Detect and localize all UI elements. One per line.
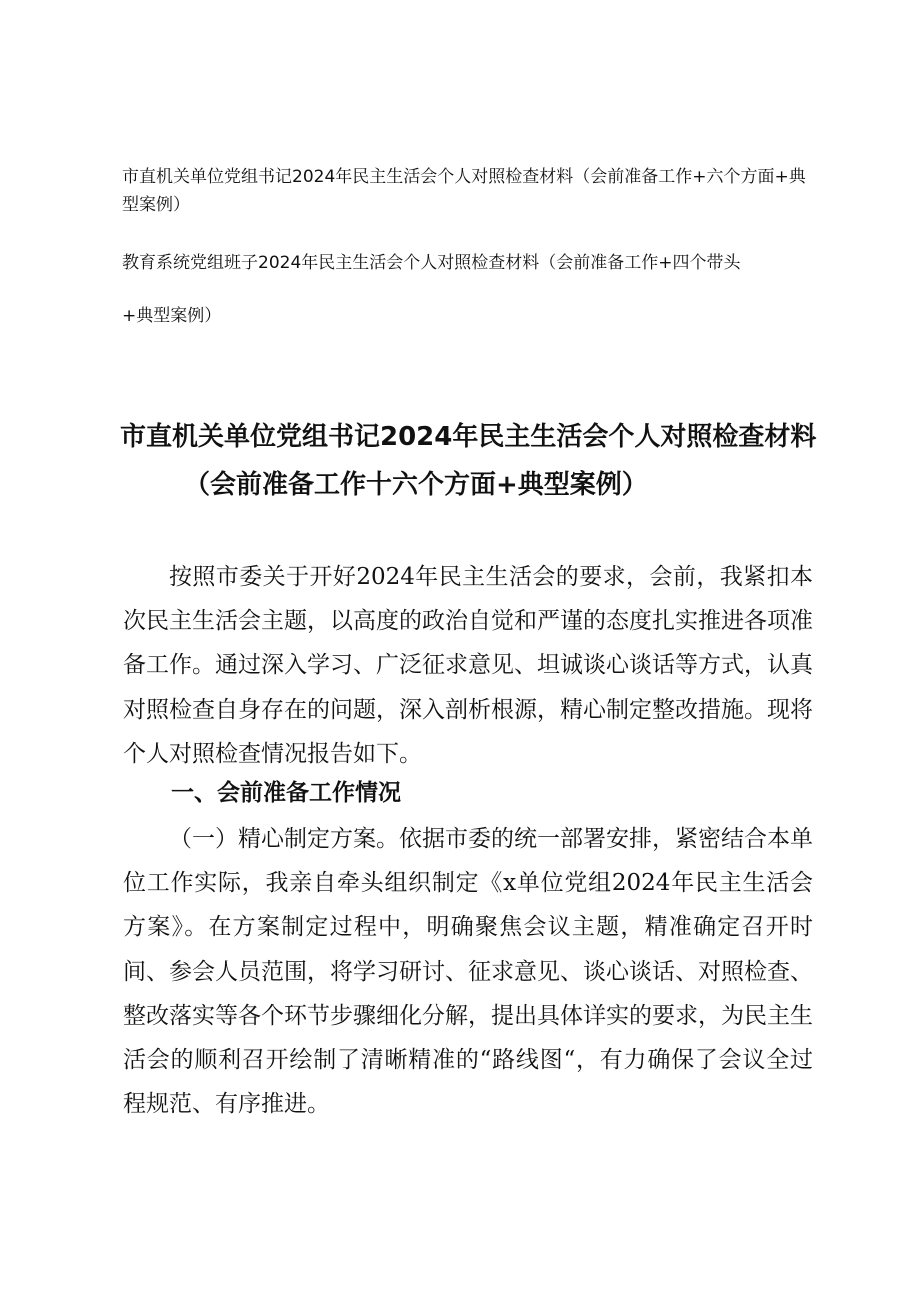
section-1-heading: 一、会前准备工作情况 bbox=[171, 780, 401, 806]
document-title-line-1: 市直机关单位党组书记2024年民主生活会个人对照检查材料 bbox=[120, 422, 817, 452]
toc-item-1: 市直机关单位党组书记2024年民主生活会个人对照检查材料（会前准备工作+六个方面+典型案例） bbox=[122, 167, 806, 215]
intro-paragraph: 按照市委关于开好2024年民主生活会的要求，会前，我紧扣本次民主生活会主题，以高度的政治自觉和严谨的态度扎实推进各项准备工作。通过深入学习、广泛征求意见、坦诚谈心谈话等方式，认真对照检查自身存在的问题，深入剖析根源，精心制定整改措施。现将个人对照检查情况报告如下。 bbox=[123, 564, 813, 767]
toc-item-2-line-2: +典型案例） bbox=[122, 306, 222, 326]
section-1-paragraph-1: （一）精心制定方案。依据市委的统一部署安排，紧密结合本单位工作实际，我亲自牵头组织制定《x单位党组2024年民主生活会方案》。在方案制定过程中，明确聚焦会议主题，精准确定召开时间、参会人员范围，将学习研讨、征求意见、谈心谈话、对照检查、整改落实等各个环节步骤细化分解，提出具体详实的要求，为民主生活会的顺利召开绘制了清晰精准的“路线图“，有力确保了会议全过程规范、有序推进。 bbox=[123, 826, 813, 1118]
toc-item-2-line-1: 教育系统党组班子2024年民主生活会个人对照检查材料（会前准备工作+四个带头 bbox=[122, 253, 741, 273]
document-title-line-2: （会前准备工作十六个方面+典型案例） bbox=[184, 470, 648, 500]
